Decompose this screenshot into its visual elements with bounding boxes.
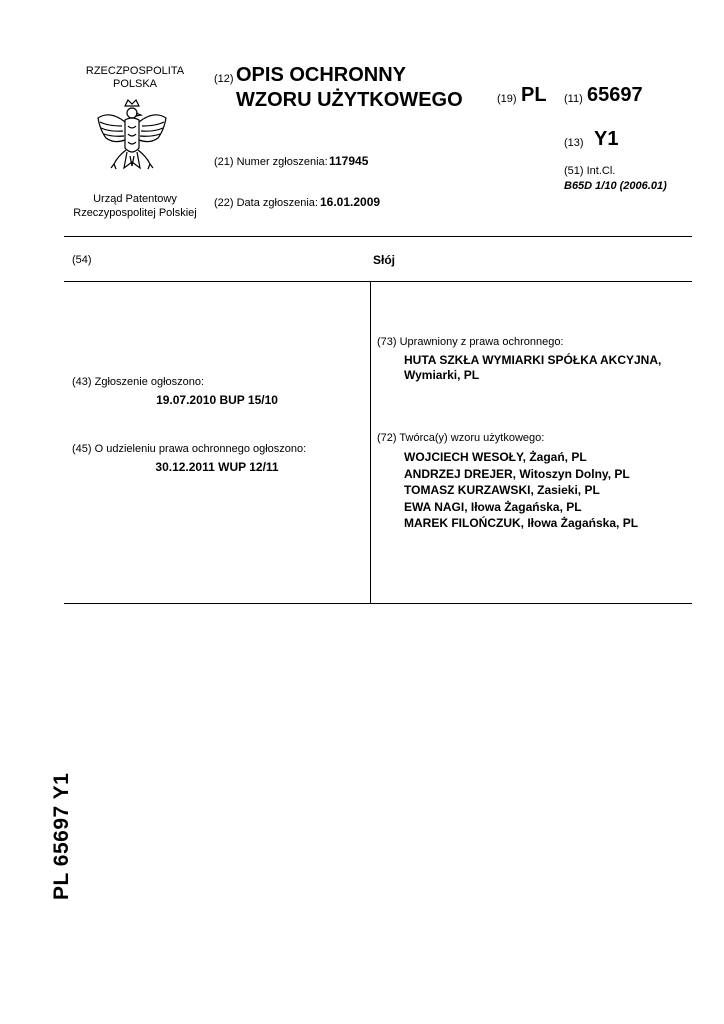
holder-line-1: HUTA SZKŁA WYMIARKI SPÓŁKA AKCYJNA,	[404, 353, 662, 367]
invention-title: Słój	[373, 253, 396, 267]
country-line-2: POLSKA	[112, 78, 158, 90]
announcement-value: 19.07.2010 BUP 15/10	[156, 393, 278, 407]
country-line-1: RZECZPOSPOLITA	[85, 65, 185, 77]
creators-label: (72) Twórca(y) wzoru użytkowego:	[377, 432, 545, 444]
patent-office-name	[60, 192, 210, 220]
announcement-label: (43) Zgłoszenie ogłoszono:	[72, 376, 205, 388]
code-12: (12)	[214, 73, 234, 85]
side-document-id: PL 65697 Y1	[50, 772, 73, 900]
grant-label: (45) O udzieleniu prawa ochronnego ogłoszono:	[72, 443, 307, 455]
country-code: PL	[521, 84, 547, 106]
application-date-label: (22) Data zgłoszenia:	[214, 197, 318, 209]
holder-label: (73) Uprawniony z prawa ochronnego:	[377, 336, 564, 348]
office-line-2: Rzeczypospolitej Polskiej	[73, 207, 197, 219]
code-13: (13)	[564, 137, 584, 149]
divider-title	[64, 281, 692, 282]
document-title-line-2: WZORU UŻYTKOWEGO	[236, 89, 463, 111]
patent-number: 65697	[587, 84, 643, 106]
list-item: MAREK FILOŃCZUK, Iłowa Żagańska, PL	[404, 516, 639, 530]
application-number: 117945	[329, 154, 369, 168]
code-19: (19)	[497, 93, 517, 105]
grant-value: 30.12.2011 WUP 12/11	[155, 460, 279, 474]
application-number-label: (21) Numer zgłoszenia:	[214, 156, 328, 168]
application-date: 16.01.2009	[320, 195, 381, 209]
code-11: (11)	[564, 93, 583, 105]
intcl-value: B65D 1/10 (2006.01)	[564, 180, 667, 192]
list-item: ANDRZEJ DREJER, Witoszyn Dolny, PL	[404, 466, 630, 481]
list-item: WOJCIECH WESOŁY, Żagań, PL	[404, 450, 587, 464]
divider-bottom	[64, 603, 692, 604]
column-divider	[370, 281, 371, 603]
office-line-1: Urząd Patentowy	[93, 193, 177, 205]
holder-line-2: Wymiarki, PL	[404, 368, 480, 382]
country-name	[70, 65, 200, 91]
list-item: TOMASZ KURZAWSKI, Zasieki, PL	[404, 483, 600, 497]
list-item: EWA NAGI, Iłowa Żagańska, PL	[404, 499, 582, 514]
divider-top	[64, 236, 692, 237]
document-title-line-1: OPIS OCHRONNY	[236, 64, 407, 86]
code-54: (54)	[72, 254, 92, 266]
eagle-emblem-icon	[92, 96, 172, 184]
creators-list	[404, 449, 638, 532]
intcl-label: (51) Int.Cl.	[564, 165, 616, 177]
kind-code: Y1	[594, 128, 619, 150]
